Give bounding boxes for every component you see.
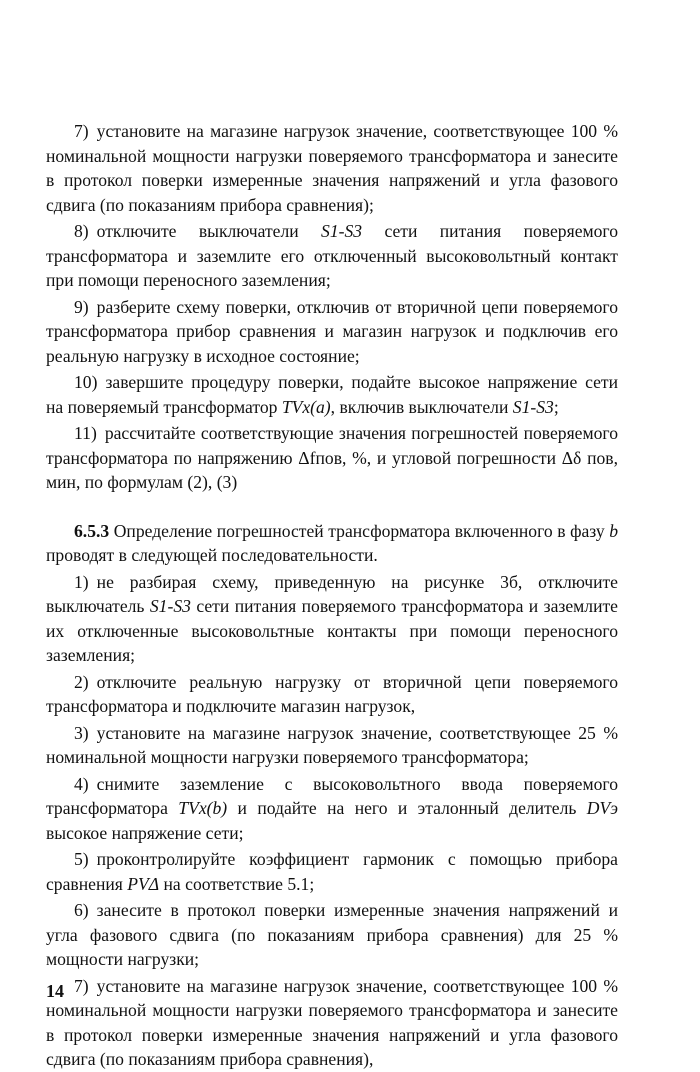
step-text: сети питания поверяемого трансформатора и заземлите их отключенные высоковольтные контакты при помощи переносного заземления; xyxy=(46,596,618,665)
step-text: установите на магазине нагрузок значение, соответствующее 100 % номинальной мощности нагрузки поверяемого трансформатора и занесите в протокол поверки измеренные значения напряжений и угла фазового сдвига (по показаниям прибора сравнения), xyxy=(46,975,618,1069)
step-number: 2) xyxy=(74,671,89,692)
step-number: 6) xyxy=(74,900,89,920)
section-heading xyxy=(46,519,618,568)
step-text: высокое напряжение сети; xyxy=(46,822,244,843)
transformer-designation: TVx(b) xyxy=(178,798,228,818)
substep-2 xyxy=(46,670,618,719)
step-text: ; xyxy=(553,396,559,417)
substep-7 xyxy=(46,974,618,1072)
step-10 xyxy=(46,370,618,419)
page-number: 14 xyxy=(46,981,64,1001)
step-text: снимите заземление с высоковольтного ввода поверяемого трансформатора xyxy=(46,773,618,818)
step-text: сети питания поверяемого трансформатора и заземлите его отключенный высоковольтный контакт при помощи переносного заземления; xyxy=(46,221,619,290)
step-7 xyxy=(46,119,618,217)
substep-3 xyxy=(46,721,618,770)
step-text: рассчитайте соответствующие значения погрешностей поверяемого трансформатора по напряжению Δfпов, %, и угловой погрешности Δδ пов, мин, по формулам (2), (3) xyxy=(46,423,618,492)
step-text: занесите в протокол поверки измеренные значения напряжений и угла фазового сдвига (по показаниям прибора сравнения) для 25 % мощности нагрузки; xyxy=(46,900,618,969)
step-number: 8) xyxy=(74,221,89,241)
step-text: , включив выключатели xyxy=(330,396,513,417)
step-8 xyxy=(46,219,618,293)
step-text: установите на магазине нагрузок значение, соответствующее 100 % номинальной мощности нагрузки поверяемого трансформатора и занесите в протокол поверки измеренные значения напряжений и угла фазового сдвига (по показаниям прибора сравнения); xyxy=(46,121,618,215)
step-11 xyxy=(46,421,618,495)
device-designation: PVΔ xyxy=(127,873,160,894)
section-number: 6.5.3 xyxy=(74,520,110,541)
substep-4 xyxy=(46,772,618,846)
step-number: 3) xyxy=(74,722,89,743)
step-text: проконтролируйте коэффициент гармоник с помощью прибора сравнения xyxy=(46,849,618,894)
step-number: 4) xyxy=(74,773,89,794)
step-text: установите на магазине нагрузок значение, соответствующее 25 % номинальной мощности нагрузки поверяемого трансформатора; xyxy=(46,722,618,767)
step-text: отключите реальную нагрузку от вторичной цепи поверяемого трансформатора и подключите магазин нагрузок, xyxy=(46,671,618,716)
step-number: 5) xyxy=(74,849,89,869)
step-9 xyxy=(46,295,618,369)
step-text: на соответствие 5.1; xyxy=(159,873,315,894)
substep-6 xyxy=(46,898,618,972)
switch-designation: S1-S3 xyxy=(321,221,363,241)
step-text: и подайте на него и эталонный делитель xyxy=(227,798,587,818)
step-number: 7) xyxy=(74,121,89,141)
step-text: разберите схему поверки, отключив от вторичной цепи поверяемого трансформатора прибор сравнения и магазин нагрузок и подключив его реальную нагрузку в исходное состояние; xyxy=(46,296,618,366)
switch-designation: S1-S3 xyxy=(512,396,554,417)
switch-designation: S1-S3 xyxy=(149,596,191,616)
substep-5 xyxy=(46,847,618,896)
divider-designation: DVэ xyxy=(586,798,618,818)
section-text: проводят в следующей последовательности. xyxy=(46,545,378,565)
paragraph-gap xyxy=(46,497,618,519)
step-text: отключите выключатели xyxy=(96,221,322,241)
step-text: не разбирая схему, приведенную на рисунке 3б, отключите выключатель xyxy=(46,571,618,616)
phase-designation: b xyxy=(609,520,618,541)
transformer-designation: TVx(a) xyxy=(281,396,331,417)
step-number: 10) xyxy=(74,372,98,392)
step-text: завершите процедуру поверки, подайте высокое напряжение сети на поверяемый трансформатор xyxy=(46,372,618,417)
step-number: 9) xyxy=(74,296,89,317)
step-number: 7) xyxy=(74,975,89,996)
step-number: 1) xyxy=(74,571,89,592)
section-text: Определение погрешностей трансформатора включенного в фазу xyxy=(109,520,610,541)
substep-1 xyxy=(46,570,618,668)
step-number: 11) xyxy=(74,423,97,443)
